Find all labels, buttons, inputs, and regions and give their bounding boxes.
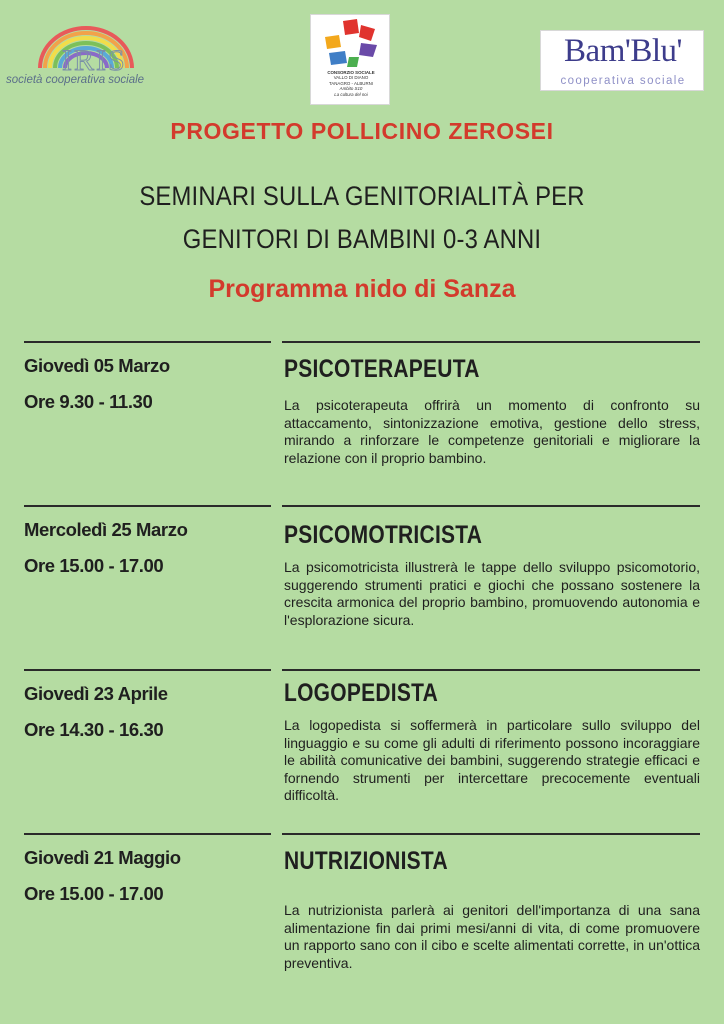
divider bbox=[282, 341, 700, 343]
project-title: PROGETTO POLLICINO ZEROSEI bbox=[170, 118, 554, 144]
divider bbox=[24, 669, 271, 671]
session-time: Ore 14.30 - 16.30 bbox=[24, 719, 164, 740]
bamblu-tagline: cooperativa sociale bbox=[560, 75, 686, 87]
session-date: Mercoledì 25 Marzo bbox=[24, 519, 188, 540]
iris-tagline: società cooperativa sociale bbox=[6, 74, 145, 86]
iris-wordmark: IRIS bbox=[62, 44, 127, 77]
program-heading: Programma nido di Sanza bbox=[208, 275, 516, 303]
bamblu-logo bbox=[540, 30, 704, 91]
seminar-subtitle bbox=[36, 175, 688, 261]
session-time: Ore 15.00 - 17.00 bbox=[24, 883, 164, 904]
session-date: Giovedì 23 Aprile bbox=[24, 683, 168, 704]
divider bbox=[282, 505, 700, 507]
divider bbox=[24, 341, 271, 343]
iris-logo bbox=[6, 22, 166, 92]
divider bbox=[282, 669, 700, 671]
subtitle-line: SEMINARI SULLA GENITORIALITÀ PER bbox=[139, 181, 585, 211]
consorzio-line: VALLO DI DIANO bbox=[333, 75, 369, 81]
divider bbox=[24, 505, 271, 507]
session-date: Giovedì 21 Maggio bbox=[24, 847, 181, 868]
divider bbox=[282, 833, 700, 835]
session-role: NUTRIZIONISTA bbox=[284, 847, 448, 875]
bamblu-wordmark: Bam'Blu' bbox=[564, 33, 682, 69]
consorzio-line: TANAGRO - ALBURNI bbox=[328, 80, 374, 86]
session-description: La nutrizionista parlerà ai genitori dell'importanza di una sana alimentazione fin dai primi mesi/anni di vita, di come promuovere un rapporto sano con il cibo e scelte alimentati corrette, in un'ottica preventiva. bbox=[284, 902, 700, 971]
consorzio-mark-icon bbox=[321, 19, 381, 69]
consorzio-line: Ambito S10 bbox=[339, 86, 363, 92]
divider bbox=[24, 833, 271, 835]
logo-bar bbox=[0, 0, 724, 110]
consorzio-line: CONSORZIO SOCIALE bbox=[327, 70, 375, 75]
session-description: La psicomotricista illustrerà le tappe dello sviluppo psicomotorio, suggerendo strumenti pratici e giochi che possano sostenere la crescita armonica del proprio bambino, promuovendo autonomia e l'esplorazione sicura. bbox=[284, 559, 700, 628]
consorzio-logo bbox=[310, 14, 390, 105]
session-time: Ore 9.30 - 11.30 bbox=[24, 391, 153, 412]
session-date: Giovedì 05 Marzo bbox=[24, 355, 170, 376]
session-role: PSICOTERAPEUTA bbox=[284, 355, 480, 383]
session-description: La logopedista si soffermerà in particolare sullo sviluppo del linguaggio e su come gli adulti di riferimento possono incoraggiare le abilità comunicative dei bambini, suggerendo strategie efficaci e fornendo strumenti per intercettare precocemente eventuali difficoltà. bbox=[284, 717, 700, 803]
session-role: LOGOPEDISTA bbox=[284, 679, 439, 707]
session-role: PSICOMOTRICISTA bbox=[284, 521, 483, 549]
consorzio-text bbox=[311, 70, 391, 97]
session-description: La psicoterapeuta offrirà un momento di confronto su attaccamento, sintonizzazione emotiva, gestione dello stress, mirando a rinforzare le competenze genitoriali e migliorare la relazione con il proprio bambino. bbox=[284, 397, 700, 466]
session-time: Ore 15.00 - 17.00 bbox=[24, 555, 164, 576]
consorzio-line: La cultura del noi bbox=[334, 91, 368, 97]
subtitle-line: GENITORI DI BAMBINI 0-3 ANNI bbox=[182, 224, 542, 254]
